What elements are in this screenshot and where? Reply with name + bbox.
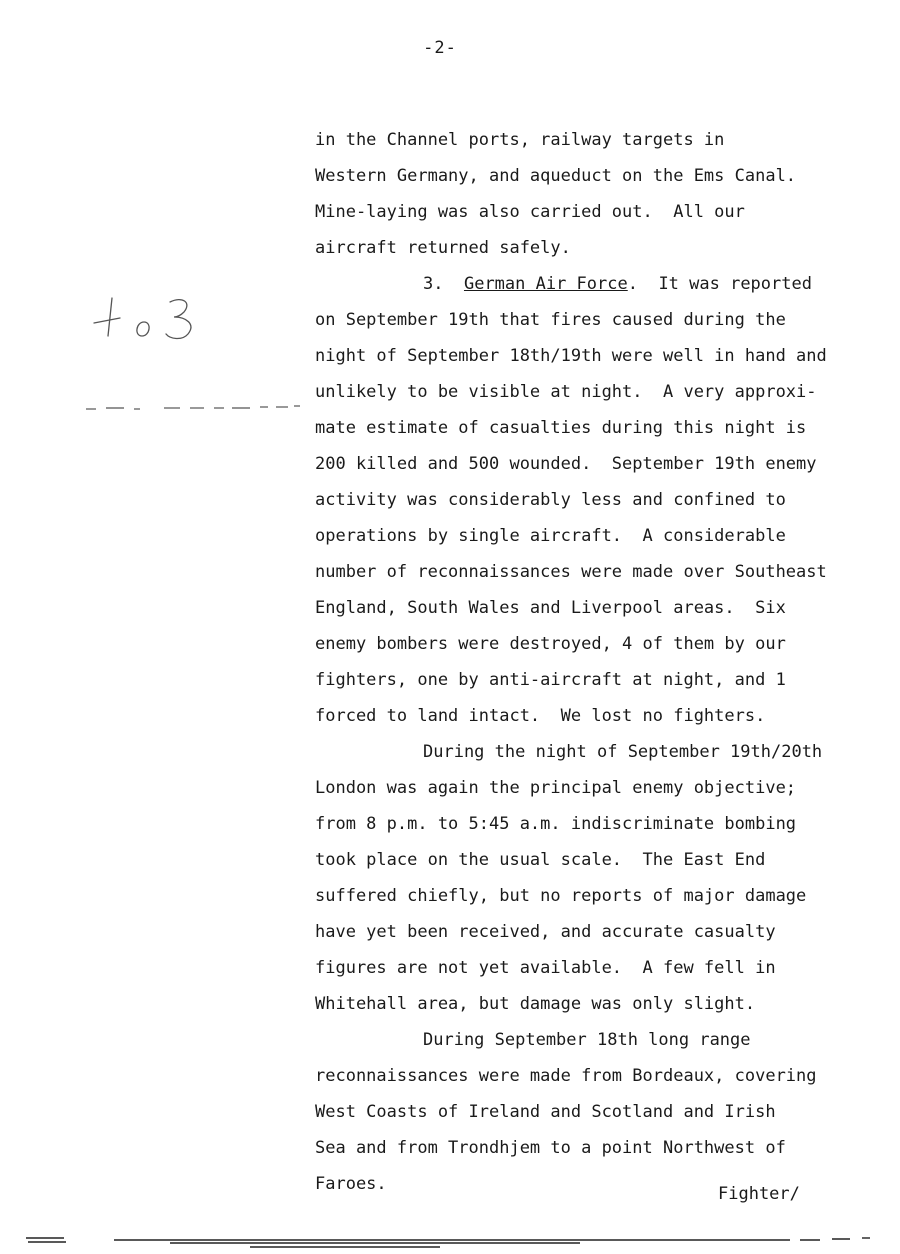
text-line: on September 19th that fires caused during the — [315, 310, 786, 330]
text-line: night of September 18th/19th were well in hand and — [315, 346, 827, 366]
text-line: During September 18th long range — [423, 1030, 751, 1050]
margin-dashed-line — [84, 402, 304, 414]
text-line: Mine-laying was also carried out. All our — [315, 202, 745, 222]
text-line: enemy bombers were destroyed, 4 of them by our — [315, 634, 786, 654]
text-line: Western Germany, and aqueduct on the Ems Canal. — [315, 166, 797, 186]
text-line: activity was considerably less and confined to — [315, 490, 786, 510]
text-line: operations by single aircraft. A considerable — [315, 526, 786, 546]
text-line: Faroes. — [315, 1174, 387, 1194]
text-line: suffered chiefly, but no reports of major damage — [315, 886, 807, 906]
text-line: During the night of September 19th/20th — [423, 742, 823, 762]
text-line: from 8 p.m. to 5:45 a.m. indiscriminate bombing — [315, 814, 797, 834]
text-line: West Coasts of Ireland and Scotland and Irish — [315, 1102, 776, 1122]
handwritten-annotation-403 — [86, 290, 206, 350]
text-line: Sea and from Trondhjem to a point Northwest of — [315, 1138, 786, 1158]
text-line: took place on the usual scale. The East End — [315, 850, 766, 870]
text-line: reconnaissances were made from Bordeaux, covering — [315, 1066, 817, 1086]
section-heading: German Air Force — [463, 274, 628, 294]
text-line: forced to land intact. We lost no fighters. — [315, 706, 766, 726]
section-number: 3. — [423, 274, 444, 294]
text-line: have yet been received, and accurate casualty — [315, 922, 776, 942]
text-line: England, South Wales and Liverpool areas. Six — [315, 598, 786, 618]
text-line: 200 killed and 500 wounded. September 19th enemy — [315, 454, 817, 474]
document-body — [315, 122, 875, 1202]
section-heading-line — [315, 266, 875, 302]
text-line: Whitehall area, but damage was only slight. — [315, 994, 756, 1014]
text-line: mate estimate of casualties during this night is — [315, 418, 807, 438]
text-line: number of reconnaissances were made over Southeast — [315, 562, 827, 582]
text-line: fighters, one by anti-aircraft at night, and 1 — [315, 670, 786, 690]
bottom-rule-lines — [20, 1228, 880, 1254]
text-line: in the Channel ports, railway targets in — [315, 130, 725, 150]
text-line: London was again the principal enemy objective; — [315, 778, 797, 798]
text-line: unlikely to be visible at night. A very approxi- — [315, 382, 817, 402]
text-line: aircraft returned safely. — [315, 238, 571, 258]
text-fragment: . It was reported — [627, 274, 812, 294]
catchword: Fighter/ — [718, 1184, 800, 1204]
text-line: figures are not yet available. A few fell in — [315, 958, 776, 978]
page-number: -2- — [423, 38, 457, 58]
